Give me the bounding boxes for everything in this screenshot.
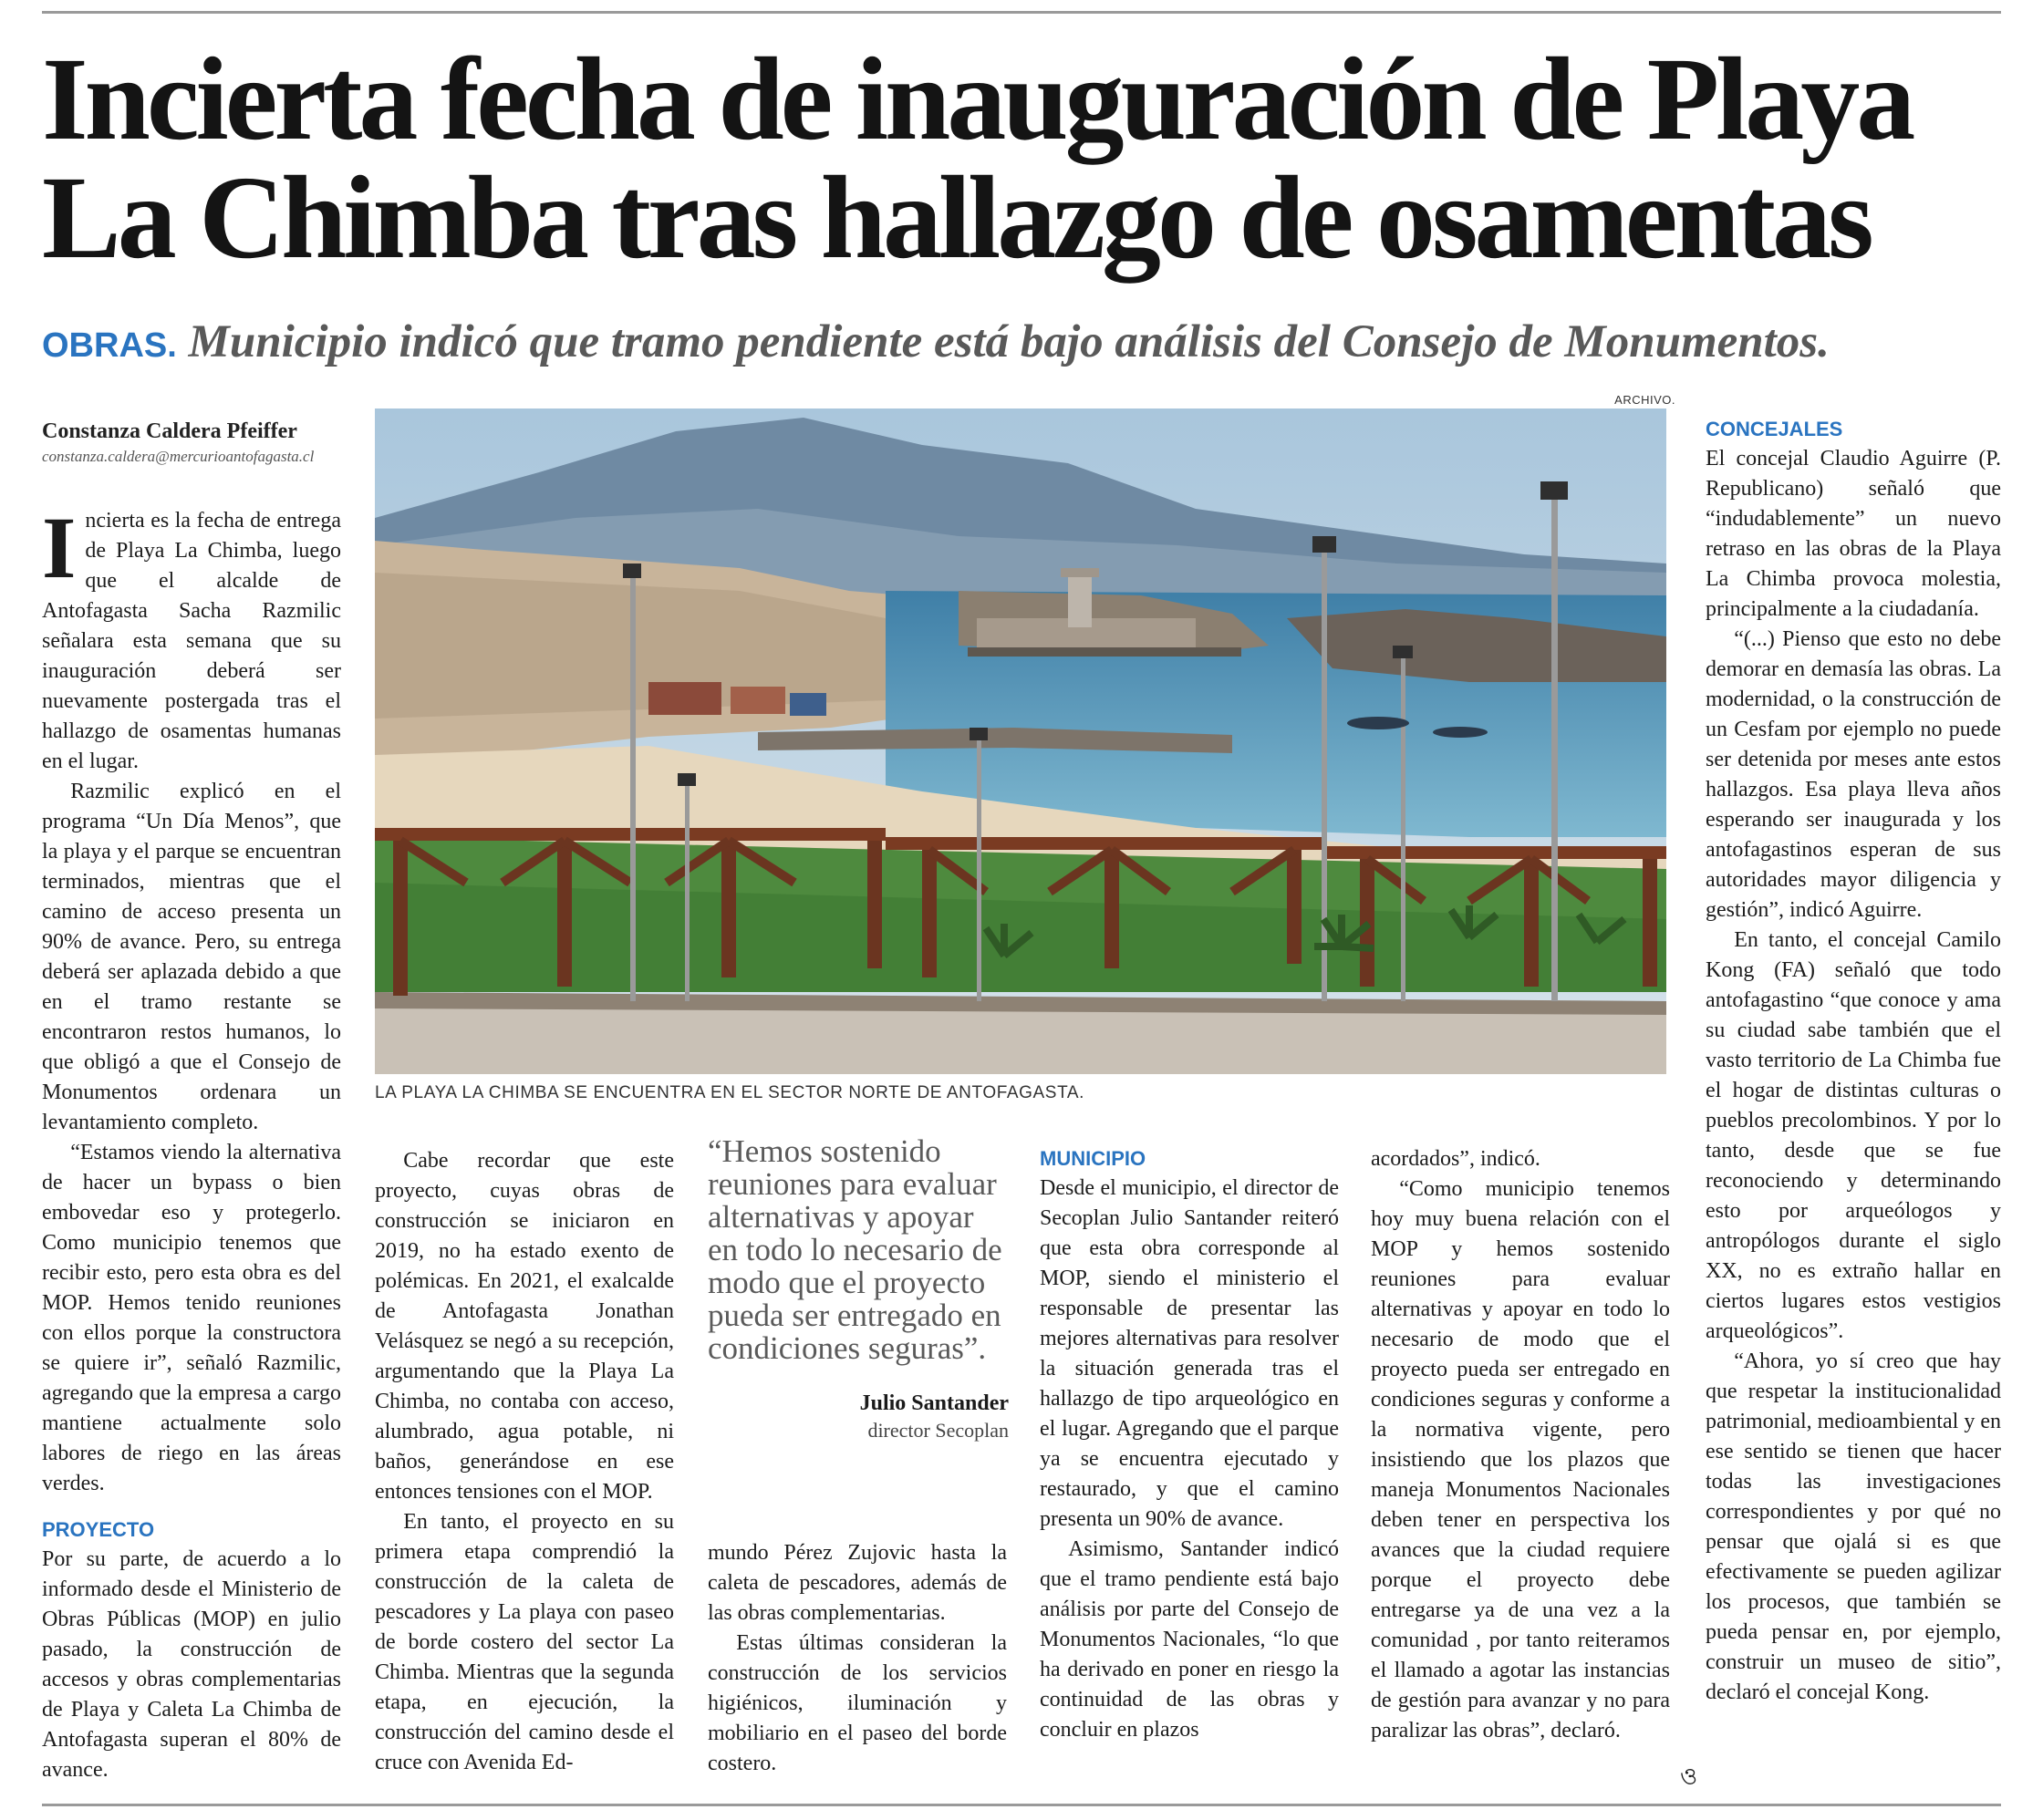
paragraph: “Ahora, yo sí creo que hay que respetar la institucionalidad patrimonial, medioambiental y en ese sentido se tienen que hacer todas las investigaciones correspondientes y por qué no pensar que ojalá si es que efectivamente se pueden agilizar los procesos, que también se pueda pensar en, por ejemplo, construir un museo de sitio”, declaró el concejal Kong. (1706, 1349, 2001, 1704)
lead-text: ncierta es la fecha de entrega de Playa La Chimba, luego que el alcalde de Antofagasta Sacha Razmilic señalara esta semana que su inauguración deberá ser nuevamente postergada tras el hallazgo de osamentas humanas en el lugar. (42, 509, 341, 773)
top-rule (42, 11, 2001, 14)
column-2 (375, 1146, 674, 1778)
paragraph: En tanto, el concejal Camilo Kong (FA) señaló que todo antofagastino “que conoce y ama su ciudad sabe también que el vasto territorio de La Chimba fue el hogar de distintas culturas o pueblos precolombinos. Y por lo tanto, desde que se fue reconociendo y determinando esto por arqueólogos y antropólogos durante el siglo XX, no es extraño hallar en ciertos lugares estos vestigios arqueológicos”. (1706, 928, 2001, 1343)
paragraph: “Como municipio tenemos hoy muy buena relación con el MOP y hemos sostenido reuniones para evaluar alternativas y apoyar en todo lo necesario de modo que el proyecto pueda ser entregado en condiciones seguras y conforme a la normativa vigente, pero insistiendo que los plazos que maneja Monumentos Nacionales deben tener en perspectiva los avances que la ciudad requiere porque el proyecto debe entregarse ya de una vez a la comunidad , por tanto reiteramos el llamado a agotar las instancias de gestión para avanzar y no para paralizar las obras”, declaró. (1371, 1177, 1670, 1742)
paragraph: Cabe recordar que este proyecto, cuyas obras de construcción se iniciaron en 2019, no ha estado exento de polémicas. En 2021, el exalcalde de Antofagasta Jonathan Velásquez se negó a su recepción, argumentando que la Playa La Chimba, no contaba con acceso, alumbrado, agua potable, ni baños, generándose en ese entonces tensiones con el MOP. (375, 1149, 674, 1504)
section-heading-proyecto: PROYECTO (42, 1518, 155, 1541)
photo-caption: LA PLAYA LA CHIMBA SE ENCUENTRA EN EL SECTOR NORTE DE ANTOFAGASTA. (375, 1083, 1085, 1102)
pull-quote-text: “Hemos sostenido reuniones para evaluar alternativas y apoyar en todo lo necesario de modo que el proyecto pueda ser entregado en condiciones seguras”. (708, 1133, 1002, 1366)
paragraph: Razmilic explicó en el programa “Un Día Menos”, que la playa y el parque se encuentran terminados, mientras que el camino de acceso presenta un 90% de avance. Pero, su entrega deberá ser aplazada debido a que en el tramo restante se encontraron restos humanos, lo que obligó a que el Consejo de Monumentos ordenara un levantamiento completo. (42, 780, 341, 1134)
paragraph: En tanto, el proyecto en su primera etapa comprendió la construcción de la caleta de pescadores y La playa con paseo de borde costero del sector La Chimba. Mientras que la segunda etapa, en ejecución, la construcción del camino desde el cruce con Avenida Ed- (375, 1510, 674, 1774)
column-4 (1040, 1144, 1339, 1745)
section-heading-municipio: MUNICIPIO (1040, 1147, 1146, 1170)
end-of-article-mark: ও (1680, 1763, 1698, 1790)
beach-photo-illustration (375, 408, 1666, 1074)
subheadline (42, 315, 2030, 373)
headline (42, 34, 2021, 284)
pull-quote-name: Julio Santander (859, 1391, 1009, 1415)
byline (42, 418, 370, 469)
photo-credit: ARCHIVO. (1614, 393, 1675, 407)
paragraph: acordados”, indicó. (1371, 1147, 1540, 1171)
author-email: constanza.caldera@mercurioantofagasta.cl (42, 448, 315, 465)
section-heading-concejales: CONCEJALES (1706, 418, 1843, 440)
paragraph: mundo Pérez Zujovic hasta la caleta de pescadores, además de las obras complementarias. (708, 1541, 1007, 1625)
bottom-rule (42, 1804, 2001, 1806)
column-6 (1706, 415, 2001, 1708)
paragraph: Asimismo, Santander indicó que el tramo pendiente está bajo análisis por parte del Consejo de Monumentos Nacionales, “lo que ha derivado en poner en riesgo la continuidad de las obras y concluir en plazos (1040, 1537, 1339, 1742)
pull-quote-role: director Secoplan (867, 1419, 1009, 1442)
headline-line-1: Incierta fecha de inauguración de Playa (42, 34, 1913, 165)
paragraph: Por su parte, de acuerdo a lo informado desde el Ministerio de Obras Públicas (MOP) en julio pasado, la construcción de accesos y obras complementarias de Playa y Caleta La Chimba de Antofagasta superan el 80% de avance. (42, 1547, 341, 1782)
paragraph (42, 499, 341, 777)
paragraph: “Estamos viendo la alternativa de hacer un bypass o bien embovedar eso y protegerlo. Como municipio tenemos que recibir esto, pero esta obra es del MOP. Hemos tenido reuniones con ellos porque la constructora se quiere ir”, señaló Razmilic, agregando que la empresa a cargo mantiene actualmente solo labores de riego en las áreas verdes. (42, 1141, 341, 1495)
paragraph: “(...) Pienso que esto no debe demorar en demasía las obras. La modernidad, o la construcción de un Cesfam por ejemplo no puede ser detenida por meses ante estos hallazgos. Esa playa lleva años esperando ser inaugurada y los antofagastinos esperan de sus autoridades mayor diligencia y gestión”, indicó Aguirre. (1706, 627, 2001, 922)
author-name: Constanza Caldera Pfeiffer (42, 419, 297, 443)
column-1 (42, 499, 341, 1785)
drop-cap: I (42, 499, 77, 596)
headline-line-2: La Chimba tras hallazgo de osamentas (42, 152, 1871, 284)
paragraph: Desde el municipio, el director de Secoplan Julio Santander reiteró que esta obra corresponde al MOP, siendo el ministerio el responsable de presentar las mejores alternativas para resolver la situación generada tras el hallazgo de tipo arqueológico en el lugar. Agregando que el parque ya se encuentra ejecutado y restaurado, y que el camino presenta un 90% de avance. (1040, 1176, 1339, 1531)
paragraph: El concejal Claudio Aguirre (P. Republicano) señaló que “indudablemente” un nuevo retraso en las obras de la Playa La Chimba provoca molestia, principalmente a la ciudadanía. (1706, 447, 2001, 621)
beach-photo (375, 408, 1666, 1074)
paragraph: Estas últimas consideran la construcción de los servicios higiénicos, iluminación y mobiliario en el paseo del borde costero. (708, 1631, 1007, 1775)
column-3 (708, 1538, 1007, 1779)
deck-kicker: OBRAS. (42, 326, 177, 365)
column-5 (1371, 1144, 1670, 1746)
pull-quote (708, 1135, 1009, 1443)
deck-text: Municipio indicó que tramo pendiente está bajo análisis del Consejo de Monumentos. (188, 316, 1830, 367)
